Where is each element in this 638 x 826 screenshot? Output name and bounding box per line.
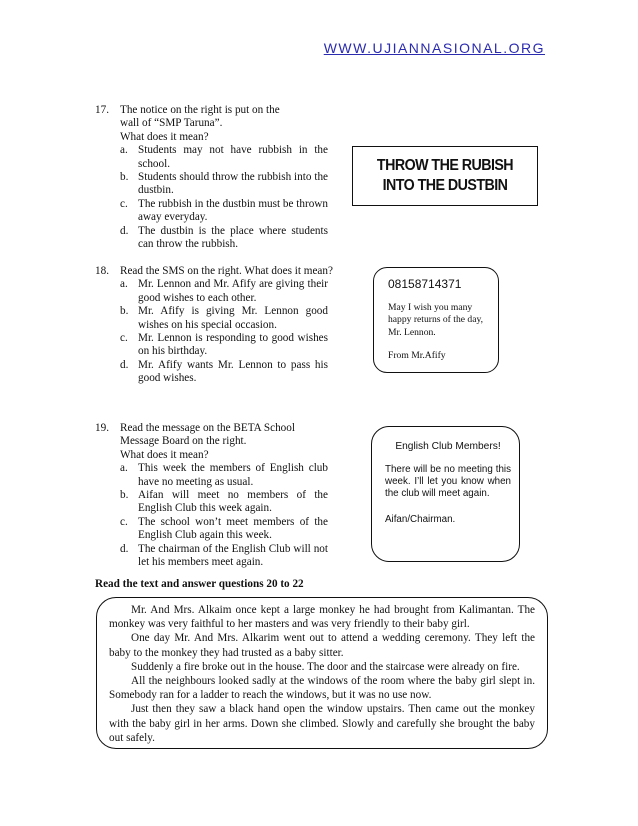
option-c[interactable]: c. Mr. Lennon is responding to good wishes on his birthday. — [120, 332, 328, 358]
question-number: 17. — [95, 104, 109, 116]
option-b[interactable]: b. Mr. Afify is giving Mr. Lennon good wishes on his special occasion. — [120, 305, 328, 331]
question-19 — [95, 422, 328, 569]
passage-paragraph: One day Mr. And Mrs. Alkarim went out to attend a wedding ceremony. They left the baby to the monkey they had trusted as a baby sitter. — [109, 632, 535, 659]
site-header-link[interactable]: WWW.UJIANNASIONAL.ORG — [323, 40, 545, 56]
board-message: There will be no meeting this week. I’ll let you know when the club will meet again. — [385, 464, 511, 500]
option-d[interactable]: d. The dustbin is the place where students can throw the rubbish. — [120, 224, 328, 251]
question-stem: Read the message on the BETA School Message Board on the right. What does it mean? — [120, 422, 295, 461]
section-instruction: Read the text and answer questions 20 to 22 — [95, 578, 304, 590]
passage-paragraph: All the neighbours looked sadly at the windows of the room where the baby girl slept in. Somebody ran for a ladder to reach the windows, but it was no use now. — [109, 675, 535, 702]
message-board-box — [371, 426, 520, 562]
option-a[interactable]: a. Students may not have rubbish in the school. — [120, 144, 328, 170]
question-stem: The notice on the right is put on the wall of “SMP Taruna”. What does it mean? — [120, 104, 280, 143]
option-d[interactable]: d. Mr. Afify wants Mr. Lennon to pass his good wishes. — [120, 358, 328, 385]
question-18 — [95, 265, 333, 386]
passage-paragraph: Just then they saw a black hand open the window upstairs. Then came out the monkey with the baby girl in her arms. Down she climbed. Slowly and carefully she brought the baby out safely. — [109, 703, 535, 744]
question-number: 19. — [95, 422, 109, 434]
sms-sender: From Mr.Afify — [388, 349, 446, 361]
option-a[interactable]: a. Mr. Lennon and Mr. Afify are giving their good wishes to each other. — [120, 278, 328, 304]
sms-number: 08158714371 — [388, 277, 462, 291]
sms-box — [373, 267, 499, 373]
passage-paragraph: Suddenly a fire broke out in the house. The door and the staircase were already on fire. — [131, 660, 520, 673]
board-title: English Club Members! — [395, 441, 501, 452]
question-17 — [95, 104, 328, 251]
question-number: 18. — [95, 265, 109, 277]
option-c[interactable]: c. The rubbish in the dustbin must be thrown away everyday. — [120, 197, 328, 224]
board-signature: Aifan/Chairman. — [385, 513, 456, 525]
passage-box — [96, 597, 548, 749]
option-b[interactable]: b. Students should throw the rubbish into the dustbin. — [120, 171, 328, 197]
notice-line-2: INTO THE DUSTBIN — [382, 177, 508, 194]
option-c[interactable]: c. The school won’t meet members of the English Club again this week. — [120, 515, 328, 542]
sms-message: May I wish you many happy returns of the day, Mr. Lennon. — [388, 302, 484, 338]
notice-line-1: THROW THE RUBISH — [376, 157, 514, 174]
option-d[interactable]: d. The chairman of the English Club will not let his members meet again. — [120, 542, 328, 569]
option-b[interactable]: b. Aifan will meet no members of the English Club this week again. — [120, 489, 328, 515]
question-stem: Read the SMS on the right. What does it mean? — [120, 265, 333, 277]
passage-paragraph: Mr. And Mrs. Alkaim once kept a large monkey he had brought from Kalimantan. The monkey was very faithful to her masters and was very friendly to their baby girl. — [109, 604, 535, 631]
option-a[interactable]: a. This week the members of English club have no meeting as usual. — [120, 462, 328, 488]
notice-box — [352, 146, 538, 206]
